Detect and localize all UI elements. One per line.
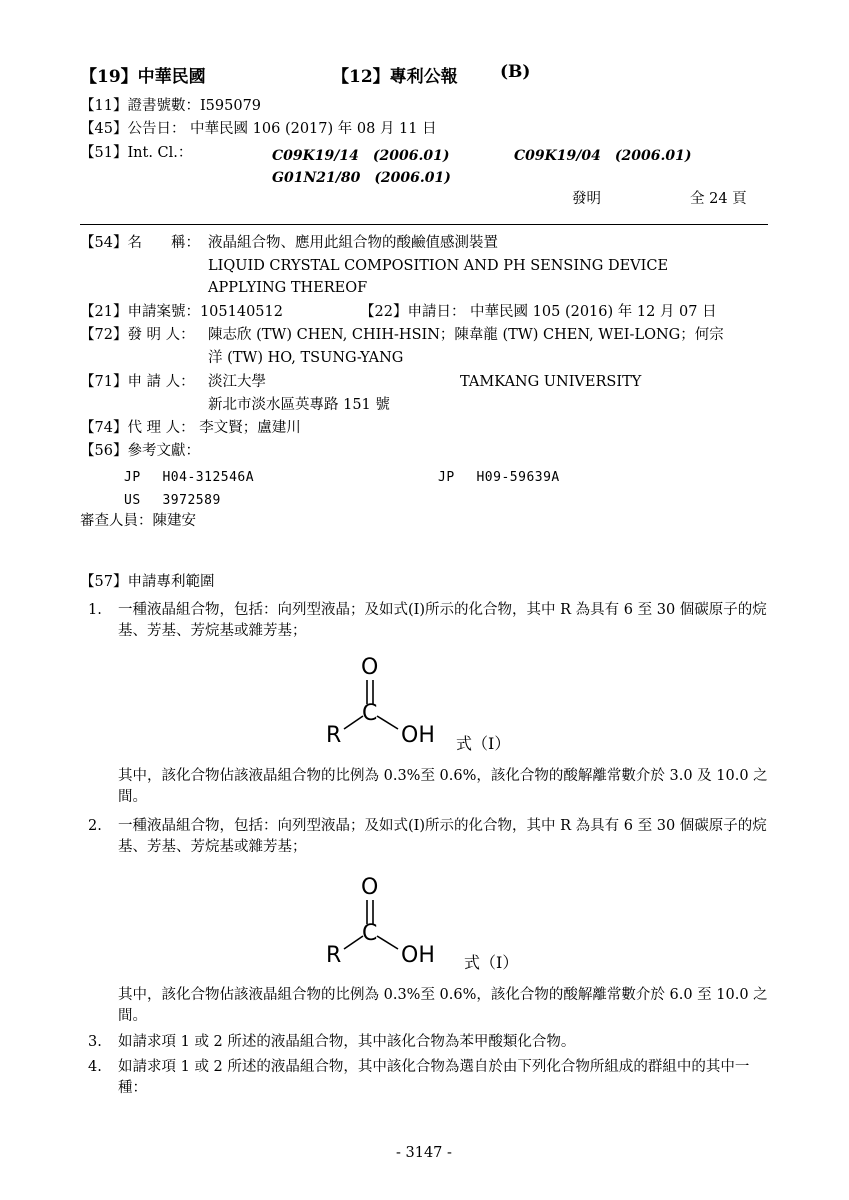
claim-number: 1. [88,602,102,618]
claim-text: 一種液晶組合物，包括：向列型液晶；及如式(I)所示的化合物，其中 R 為具有 6 至 30 個碳原子的烷基、芳基、芳烷基或雜芳基； [118,818,767,855]
agent: 【74】代 理 人： 李文賢；盧建川 [80,420,301,436]
claim-1-continuation: 其中，該化合物佔該液晶組合物的比例為 0.3%至 0.6%，該化合物的酸解離常數介於 3.0 及 10.0 之間。 [118,768,768,805]
title-english-cont: APPLYING THEREOF [208,280,368,296]
ipc-code: C09K19/04 (2006.01) [514,148,692,164]
r-group: R [326,943,342,968]
claim-number: 4. [88,1059,102,1075]
reference-item: JP H09-59639A [438,470,560,485]
formula-label: 式（I） [456,734,511,753]
claim-text: 如請求項 1 或 2 所述的液晶組合物，其中該化合物為選自於由下列化合物所組成的群組中的其中一種： [118,1059,750,1096]
doc-code-label: (B) [500,62,531,82]
formula-label: 式（I） [464,953,519,972]
page-number: - 3147 - [396,1145,452,1161]
application-date: 【22】申請日： 中華民國 105 (2016) 年 12 月 07 日 [360,304,717,320]
ipc-code: C09K19/14 (2006.01) [272,148,450,164]
patent-category: 發明 [572,191,601,207]
inventor-label: 【72】發 明 人： [80,327,195,343]
application-number: 【21】申請案號：105140512 [80,304,283,320]
publication-date: 【45】公告日： 中華民國 106 (2017) 年 08 月 11 日 [80,121,437,137]
certificate-number: 【11】證書號數：I595079 [80,98,262,114]
inventors-cont: 洋 (TW) HO, TSUNG-YANG [208,350,404,366]
ipc-code: G01N21/80 (2006.01) [272,170,451,186]
page-count: 全 24 頁 [690,191,747,207]
carbon-atom: C [362,701,378,726]
hydroxyl-group: OH [401,943,435,968]
inventors: 陳志欣 (TW) CHEN, CHIH-HSIN；陳韋龍 (TW) CHEN, WEI-LONG；何宗 [208,327,724,343]
examiner: 審查人員：陳建安 [80,513,196,529]
oxygen-atom: O [361,655,379,680]
title-chinese: 液晶組合物、應用此組合物的酸鹼值感測裝置 [208,235,498,251]
claim-4 [88,1057,778,1099]
intcl-label: 【51】Int. Cl.： [80,145,193,161]
title-english: LIQUID CRYSTAL COMPOSITION AND PH SENSING DEVICE [208,258,669,274]
claim-number: 3. [88,1034,102,1050]
header-divider [80,224,768,225]
applicant-label: 【71】申 請 人： [80,374,195,390]
claim-3 [88,1032,778,1053]
oxygen-atom: O [361,875,379,900]
claim-number: 2. [88,818,102,834]
claim-text: 如請求項 1 或 2 所述的液晶組合物，其中該化合物為苯甲酸類化合物。 [118,1034,576,1050]
doc-kind-label: 【12】專利公報 [332,67,458,87]
formula-i-structure [318,650,548,755]
references-label: 【56】參考文獻： [80,443,200,459]
claim-2-continuation: 其中，該化合物佔該液晶組合物的比例為 0.3%至 0.6%，該化合物的酸解離常數介於 6.0 至 10.0 之間。 [118,987,768,1024]
applicant-address: 新北市淡水區英專路 151 號 [208,397,390,413]
carbon-atom: C [362,921,378,946]
title-label: 【54】名 稱： [80,235,200,251]
claim-2 [88,816,778,858]
reference-item: JP H04-312546A [124,470,255,485]
claims-section-title: 【57】申請專利範圍 [80,574,215,590]
applicant-english: TAMKANG UNIVERSITY [460,374,642,390]
country-label: 【19】中華民國 [80,67,206,87]
reference-item: US 3972589 [124,493,221,508]
hydroxyl-group: OH [401,723,435,748]
claim-text: 一種液晶組合物，包括：向列型液晶；及如式(I)所示的化合物，其中 R 為具有 6 至 30 個碳原子的烷基、芳基、芳烷基或雜芳基； [118,602,767,639]
applicant-chinese: 淡江大學 [208,374,266,390]
claim-1 [88,600,778,642]
r-group: R [326,723,342,748]
